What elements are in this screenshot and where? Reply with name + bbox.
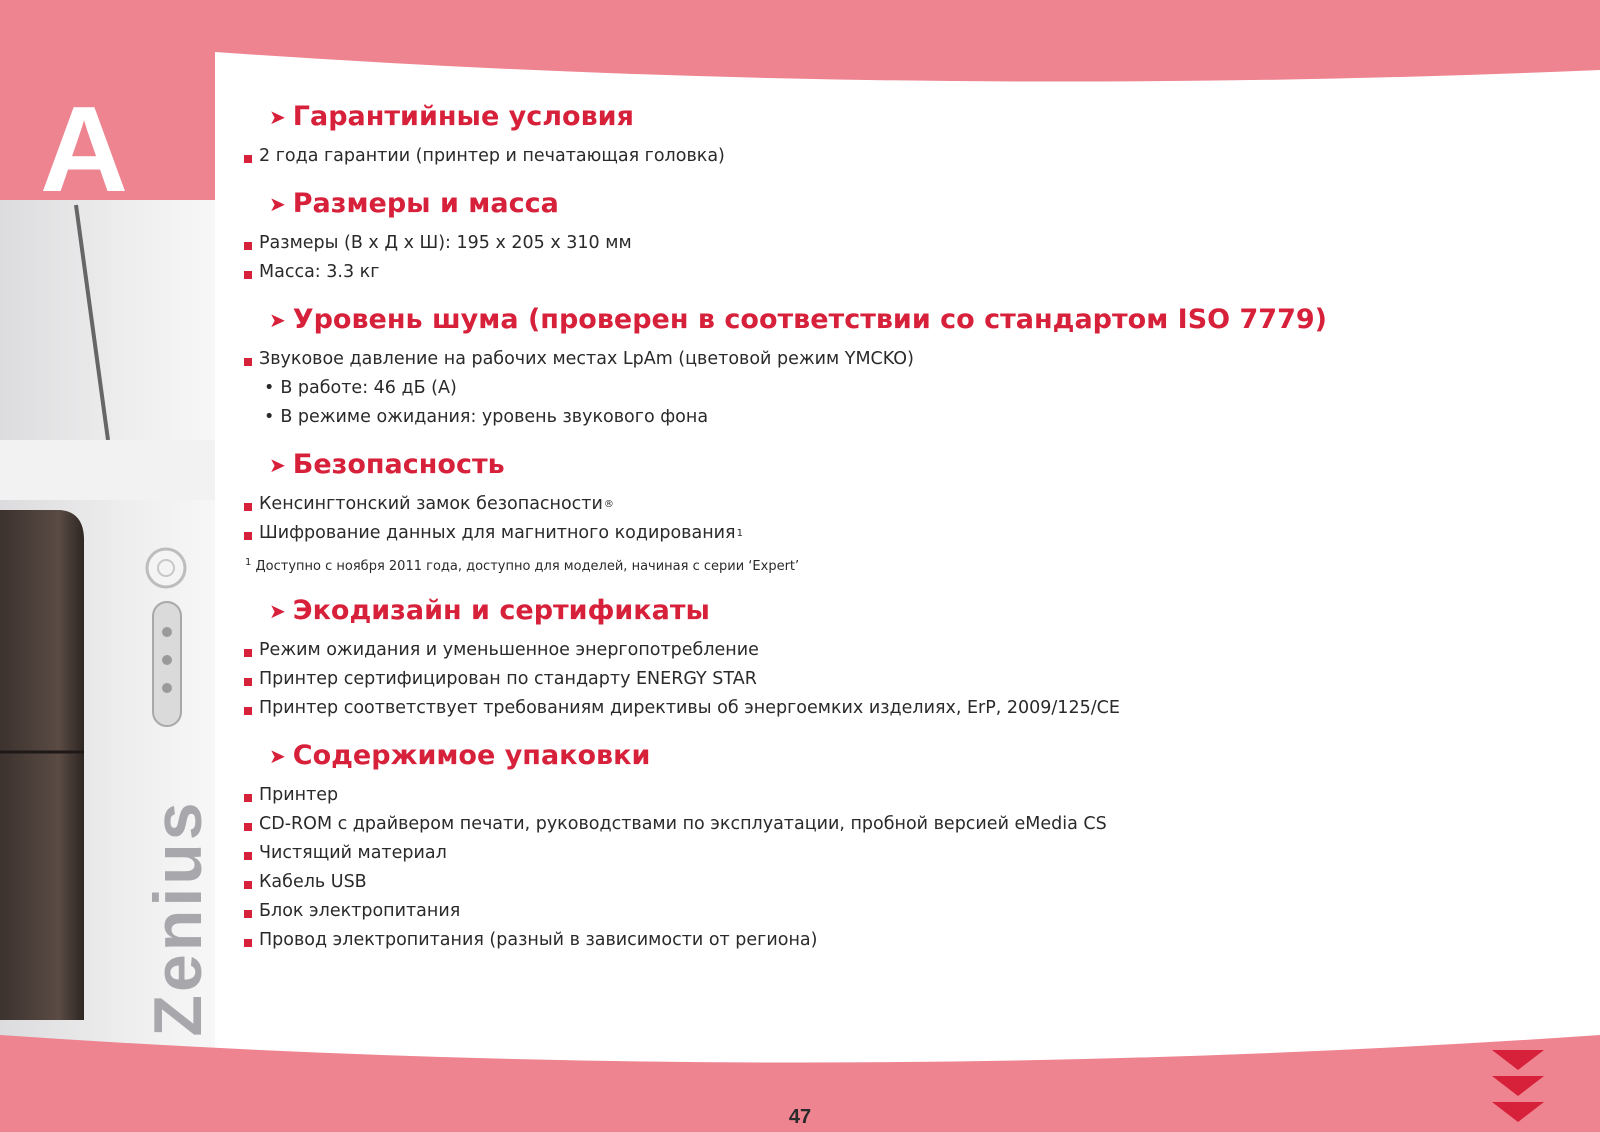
arrow-icon: ➤ — [269, 105, 286, 129]
section-title-text: Уровень шума (проверен в соответствии со стандартом ISO 7779) — [292, 304, 1328, 335]
list-item-text: Размеры (В х Д х Ш): 195 х 205 х 310 мм — [259, 233, 632, 253]
list-item-text: Звуковое давление на рабочих местах LpAm (цветовой режим YMCKO) — [259, 349, 914, 369]
list-item — [244, 839, 1544, 868]
list-item-text: Кабель USB — [259, 872, 367, 892]
list-item-text: Кенсингтонский замок безопасности — [259, 494, 603, 514]
printer-divider — [0, 440, 215, 500]
bullet-icon — [244, 649, 252, 657]
status-light-1 — [162, 627, 172, 637]
bullet-icon — [244, 852, 252, 860]
printer-cover — [0, 510, 84, 1020]
bullet-icon — [244, 358, 252, 366]
list-item — [244, 868, 1544, 897]
arrow-icon: ➤ — [269, 599, 286, 623]
arrow-icon: ➤ — [269, 308, 286, 332]
arrow-icon: ➤ — [269, 744, 286, 768]
section-letter: A — [40, 81, 129, 217]
sub-list-item — [264, 374, 1544, 403]
section-title — [269, 448, 1544, 482]
arrow-icon: ➤ — [269, 192, 286, 216]
next-page-arrows-icon[interactable] — [1488, 1046, 1548, 1128]
section-noise — [244, 303, 1544, 432]
list-item — [244, 142, 1544, 171]
list-item — [244, 781, 1544, 810]
dot-bullet-icon: • — [264, 378, 275, 398]
bullet-icon — [244, 794, 252, 802]
list-item — [244, 665, 1544, 694]
bullet-icon — [244, 271, 252, 279]
dot-bullet-icon: • — [264, 407, 275, 427]
chevron-down-icon — [1492, 1050, 1544, 1070]
list-item-text: Принтер сертифицирован по стандарту ENERGY STAR — [259, 669, 757, 689]
list-item: Шифрование данных для магнитного кодирования 1 — [244, 519, 1544, 548]
list-item-text: Блок электропитания — [259, 901, 461, 921]
sub-list-item-text: В работе: 46 дБ (A) — [280, 378, 457, 398]
list-item — [244, 897, 1544, 926]
bullet-icon — [244, 823, 252, 831]
status-light-3 — [162, 683, 172, 693]
list-item-text: CD-ROM с драйвером печати, руководствами по эксплуатации, пробной версией eMedia CS — [259, 814, 1107, 834]
bullet-icon — [244, 155, 252, 163]
bullet-icon — [244, 532, 252, 540]
bullet-icon — [244, 881, 252, 889]
list-item: Кенсингтонский замок безопасности ® — [244, 490, 1544, 519]
list-item-text: Масса: 3.3 кг — [259, 262, 380, 282]
list-item-text: 2 года гарантии (принтер и печатающая головка) — [259, 146, 725, 166]
bullet-icon — [244, 503, 252, 511]
list-item-text: Режим ожидания и уменьшенное энергопотребление — [259, 640, 759, 660]
section-title — [269, 739, 1544, 773]
section-title — [269, 100, 1544, 134]
section-title — [269, 303, 1544, 337]
page-number: 47 — [788, 1106, 812, 1128]
section-dimensions — [244, 187, 1544, 287]
sub-list-item-text: В режиме ожидания: уровень звукового фона — [280, 407, 709, 427]
section-title-text: Безопасность — [292, 449, 505, 480]
section-title-text: Размеры и масса — [292, 188, 559, 219]
list-item-text: Принтер соответствует требованиям директивы об энергоемких изделиях, ErP, 2009/125/CE — [259, 698, 1120, 718]
section-package-contents — [244, 739, 1544, 955]
list-item-text: Шифрование данных для магнитного кодирования — [259, 523, 736, 543]
list-item — [244, 694, 1544, 723]
list-item — [244, 636, 1544, 665]
section-title-text: Гарантийные условия — [292, 101, 634, 132]
section-title-text: Содержимое упаковки — [292, 740, 651, 771]
list-item-text: Принтер — [259, 785, 339, 805]
footnote-text: Доступно с ноября 2011 года, доступно для моделей, начиная с серии ‘Expert’ — [255, 559, 800, 574]
list-item — [244, 229, 1544, 258]
bullet-icon — [244, 707, 252, 715]
list-item — [244, 345, 1544, 374]
chevron-down-icon — [1492, 1076, 1544, 1096]
section-title — [269, 187, 1544, 221]
bullet-icon — [244, 910, 252, 918]
section-ecodesign — [244, 594, 1544, 723]
product-name-label: Zenius — [140, 799, 216, 1037]
list-item — [244, 810, 1544, 839]
spec-content — [244, 100, 1544, 971]
list-item-text: Провод электропитания (разный в зависимости от региона) — [259, 930, 818, 950]
arrow-icon: ➤ — [269, 453, 286, 477]
list-item — [244, 926, 1544, 955]
bullet-icon — [244, 678, 252, 686]
footnote — [244, 556, 1544, 578]
power-button-icon — [147, 549, 185, 587]
section-warranty — [244, 100, 1544, 171]
chevron-down-icon — [1492, 1102, 1544, 1122]
status-light-2 — [162, 655, 172, 665]
list-item-text: Чистящий материал — [259, 843, 447, 863]
bullet-icon — [244, 939, 252, 947]
footnote-mark: 1 — [245, 556, 252, 568]
list-item — [244, 258, 1544, 287]
section-title — [269, 594, 1544, 628]
sub-list-item — [264, 403, 1544, 432]
bullet-icon — [244, 242, 252, 250]
section-security — [244, 448, 1544, 578]
section-title-text: Экодизайн и сертификаты — [292, 595, 710, 626]
